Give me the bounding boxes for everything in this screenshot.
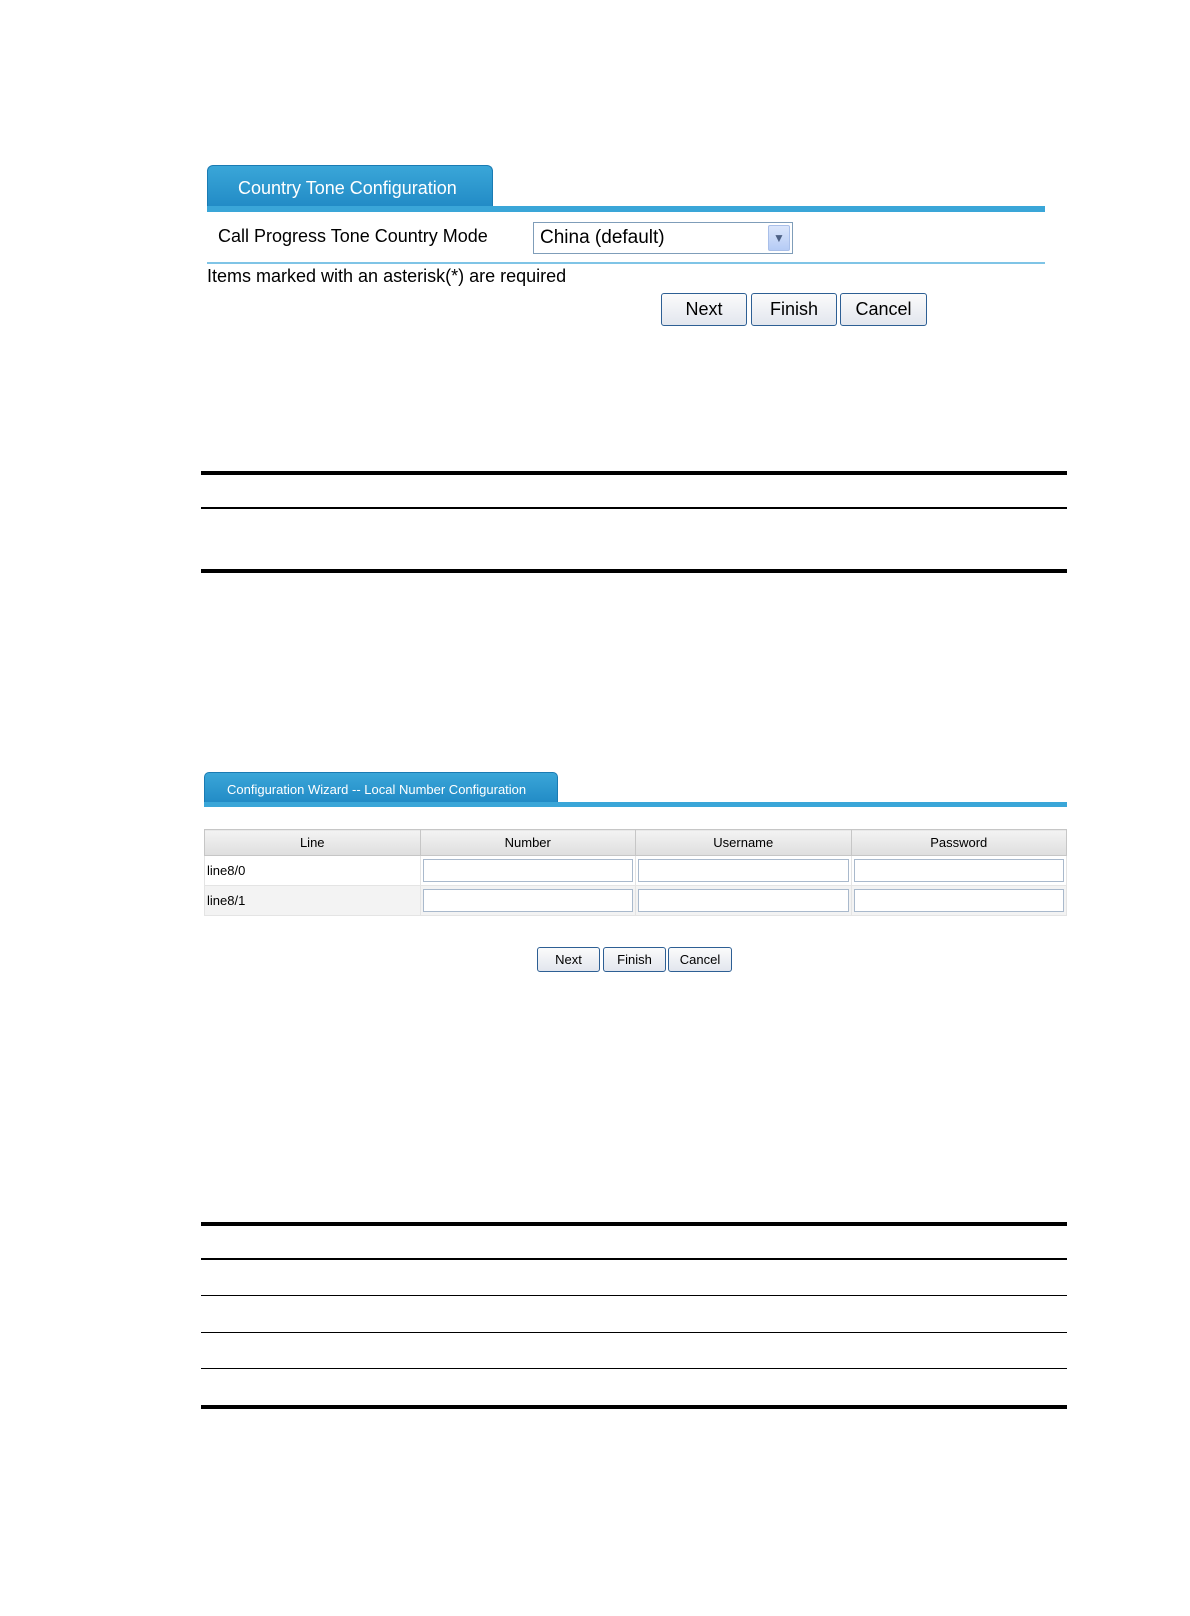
country-mode-label: Call Progress Tone Country Mode xyxy=(218,226,488,246)
username-input[interactable] xyxy=(638,889,849,912)
country-mode-value: China (default) xyxy=(540,227,665,248)
finish-button[interactable]: Finish xyxy=(603,947,666,972)
tab-local-number-configuration[interactable] xyxy=(204,772,558,806)
table-row-divider xyxy=(201,1295,1067,1296)
table-row xyxy=(205,886,1067,916)
table-top-rule xyxy=(201,1222,1067,1226)
table-header-rule xyxy=(201,507,1067,509)
line-cell: line8/1 xyxy=(205,886,421,916)
local-number-table xyxy=(204,829,1067,916)
username-input[interactable] xyxy=(638,859,849,882)
tab-underline xyxy=(204,802,1067,807)
column-header-username: Username xyxy=(636,830,852,856)
tab-country-tone-configuration[interactable] xyxy=(207,165,493,211)
country-mode-select[interactable] xyxy=(533,222,793,254)
section-divider xyxy=(207,262,1045,264)
next-button[interactable]: Next xyxy=(661,293,747,326)
tab-title: Country Tone Configuration xyxy=(238,178,457,198)
cancel-button[interactable]: Cancel xyxy=(840,293,927,326)
finish-button[interactable]: Finish xyxy=(751,293,837,326)
table-bottom-rule xyxy=(201,569,1067,573)
password-input[interactable] xyxy=(854,889,1065,912)
table-row-divider xyxy=(201,1368,1067,1369)
next-button[interactable]: Next xyxy=(537,947,600,972)
table-header-rule xyxy=(201,1258,1067,1260)
number-input[interactable] xyxy=(423,889,634,912)
chevron-down-icon[interactable]: ▼ xyxy=(768,225,790,251)
table-row-divider xyxy=(201,1332,1067,1333)
table-bottom-rule xyxy=(201,1405,1067,1409)
column-header-line: Line xyxy=(205,830,421,856)
tab-title: Configuration Wizard -- Local Number Configuration xyxy=(227,782,527,797)
cancel-button[interactable]: Cancel xyxy=(668,947,732,972)
table-header-row xyxy=(205,830,1067,856)
password-input[interactable] xyxy=(854,859,1065,882)
column-header-password: Password xyxy=(851,830,1067,856)
line-cell: line8/0 xyxy=(205,856,421,886)
number-input[interactable] xyxy=(423,859,634,882)
column-header-number: Number xyxy=(420,830,636,856)
tab-underline xyxy=(207,206,1045,212)
table-row xyxy=(205,856,1067,886)
required-note: Items marked with an asterisk(*) are required xyxy=(207,266,567,286)
table-top-rule xyxy=(201,471,1067,475)
